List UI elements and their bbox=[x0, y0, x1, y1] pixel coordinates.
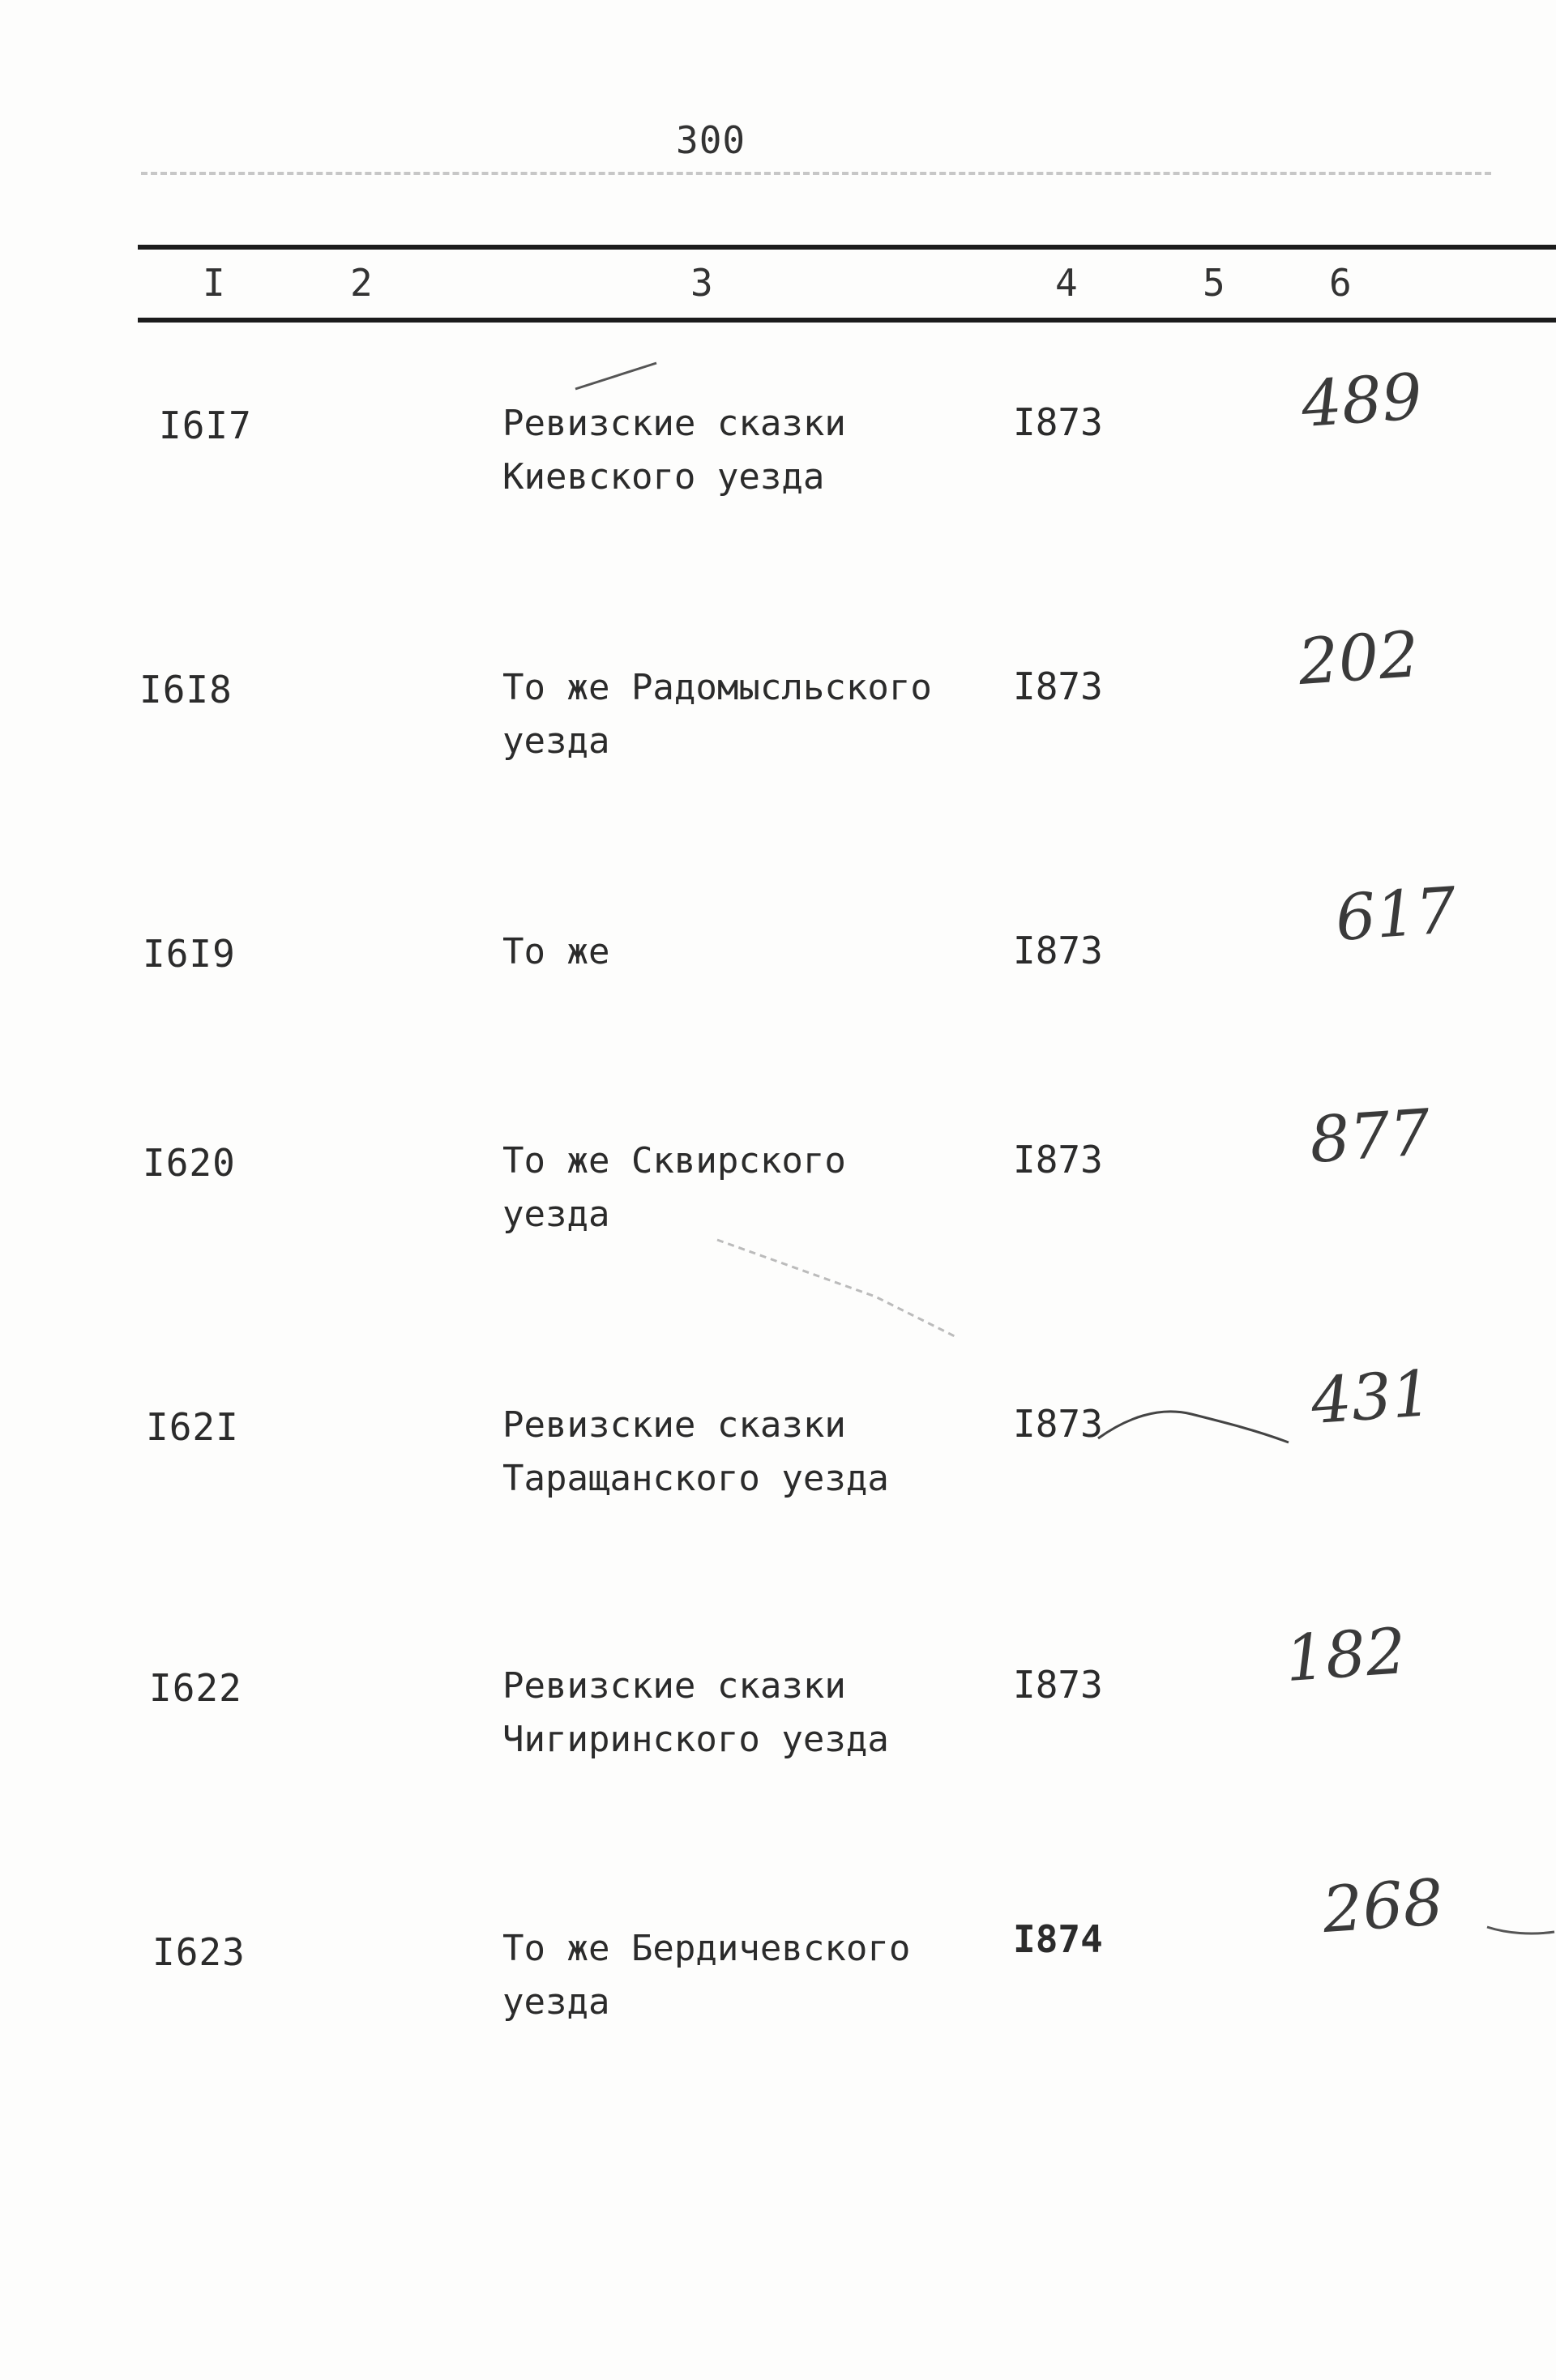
description-line: Киевского уезда bbox=[502, 456, 825, 498]
row-description bbox=[502, 397, 846, 504]
row-count: 877 bbox=[1307, 1096, 1433, 1178]
row-count: 182 bbox=[1283, 1614, 1409, 1697]
description-line: Ревизские сказки bbox=[502, 403, 846, 444]
column-header-2: 2 bbox=[350, 261, 373, 305]
row-count: 489 bbox=[1299, 360, 1425, 442]
row-number: I622 bbox=[149, 1666, 242, 1710]
row-count: 617 bbox=[1333, 874, 1459, 956]
description-line: Чигиринского уезда bbox=[502, 1719, 889, 1760]
row-year: I873 bbox=[1013, 400, 1103, 444]
description-line: Ревизские сказки bbox=[502, 1665, 846, 1707]
row-description bbox=[502, 1660, 889, 1767]
row-count: 268 bbox=[1320, 1865, 1446, 1948]
column-header-1: I bbox=[203, 261, 225, 305]
row-year: I874 bbox=[1013, 1917, 1103, 1961]
row-number: I623 bbox=[152, 1930, 246, 1974]
faint-arrow-mark bbox=[713, 1232, 972, 1353]
small-pen-tick bbox=[567, 357, 665, 397]
row-year: I873 bbox=[1013, 929, 1103, 972]
column-header-5: 5 bbox=[1203, 261, 1225, 305]
description-line: уезда bbox=[502, 720, 610, 762]
dotted-rule bbox=[141, 172, 1491, 175]
column-header-4: 4 bbox=[1055, 261, 1078, 305]
row-description bbox=[502, 1134, 846, 1241]
description-line: То же Радомысльского bbox=[502, 667, 932, 708]
row-year: I873 bbox=[1013, 1663, 1103, 1707]
column-header-6: 6 bbox=[1329, 261, 1352, 305]
row-number: I6I7 bbox=[159, 404, 252, 447]
row-description bbox=[502, 661, 932, 768]
header-top-rule bbox=[138, 245, 1556, 250]
row-description bbox=[502, 1399, 889, 1506]
edge-pen-mark bbox=[1483, 1911, 1556, 1943]
description-line: уезда bbox=[502, 1981, 610, 2023]
page-number: 300 bbox=[676, 118, 746, 162]
header-bottom-rule bbox=[138, 318, 1556, 323]
column-header-3: 3 bbox=[690, 261, 713, 305]
description-line: То же Бердичевского bbox=[502, 1928, 911, 1969]
row-number: I62I bbox=[146, 1405, 239, 1449]
row-year: I873 bbox=[1013, 664, 1103, 708]
row-count: 202 bbox=[1296, 617, 1421, 700]
row-number: I620 bbox=[143, 1141, 236, 1185]
row-count: 431 bbox=[1309, 1357, 1434, 1439]
pen-stroke-mark bbox=[1094, 1402, 1297, 1459]
row-year: I873 bbox=[1013, 1138, 1103, 1181]
row-description bbox=[502, 925, 609, 979]
row-year: I873 bbox=[1013, 1402, 1103, 1446]
row-number: I6I8 bbox=[139, 668, 233, 711]
description-line: Таращанского уезда bbox=[502, 1458, 889, 1499]
row-description bbox=[502, 1922, 910, 2029]
row-number: I6I9 bbox=[143, 932, 236, 976]
description-line: Ревизские сказки bbox=[502, 1404, 846, 1446]
description-line: То же bbox=[502, 931, 610, 972]
description-line: уезда bbox=[502, 1194, 610, 1235]
description-line: То же Сквирского bbox=[502, 1140, 846, 1181]
